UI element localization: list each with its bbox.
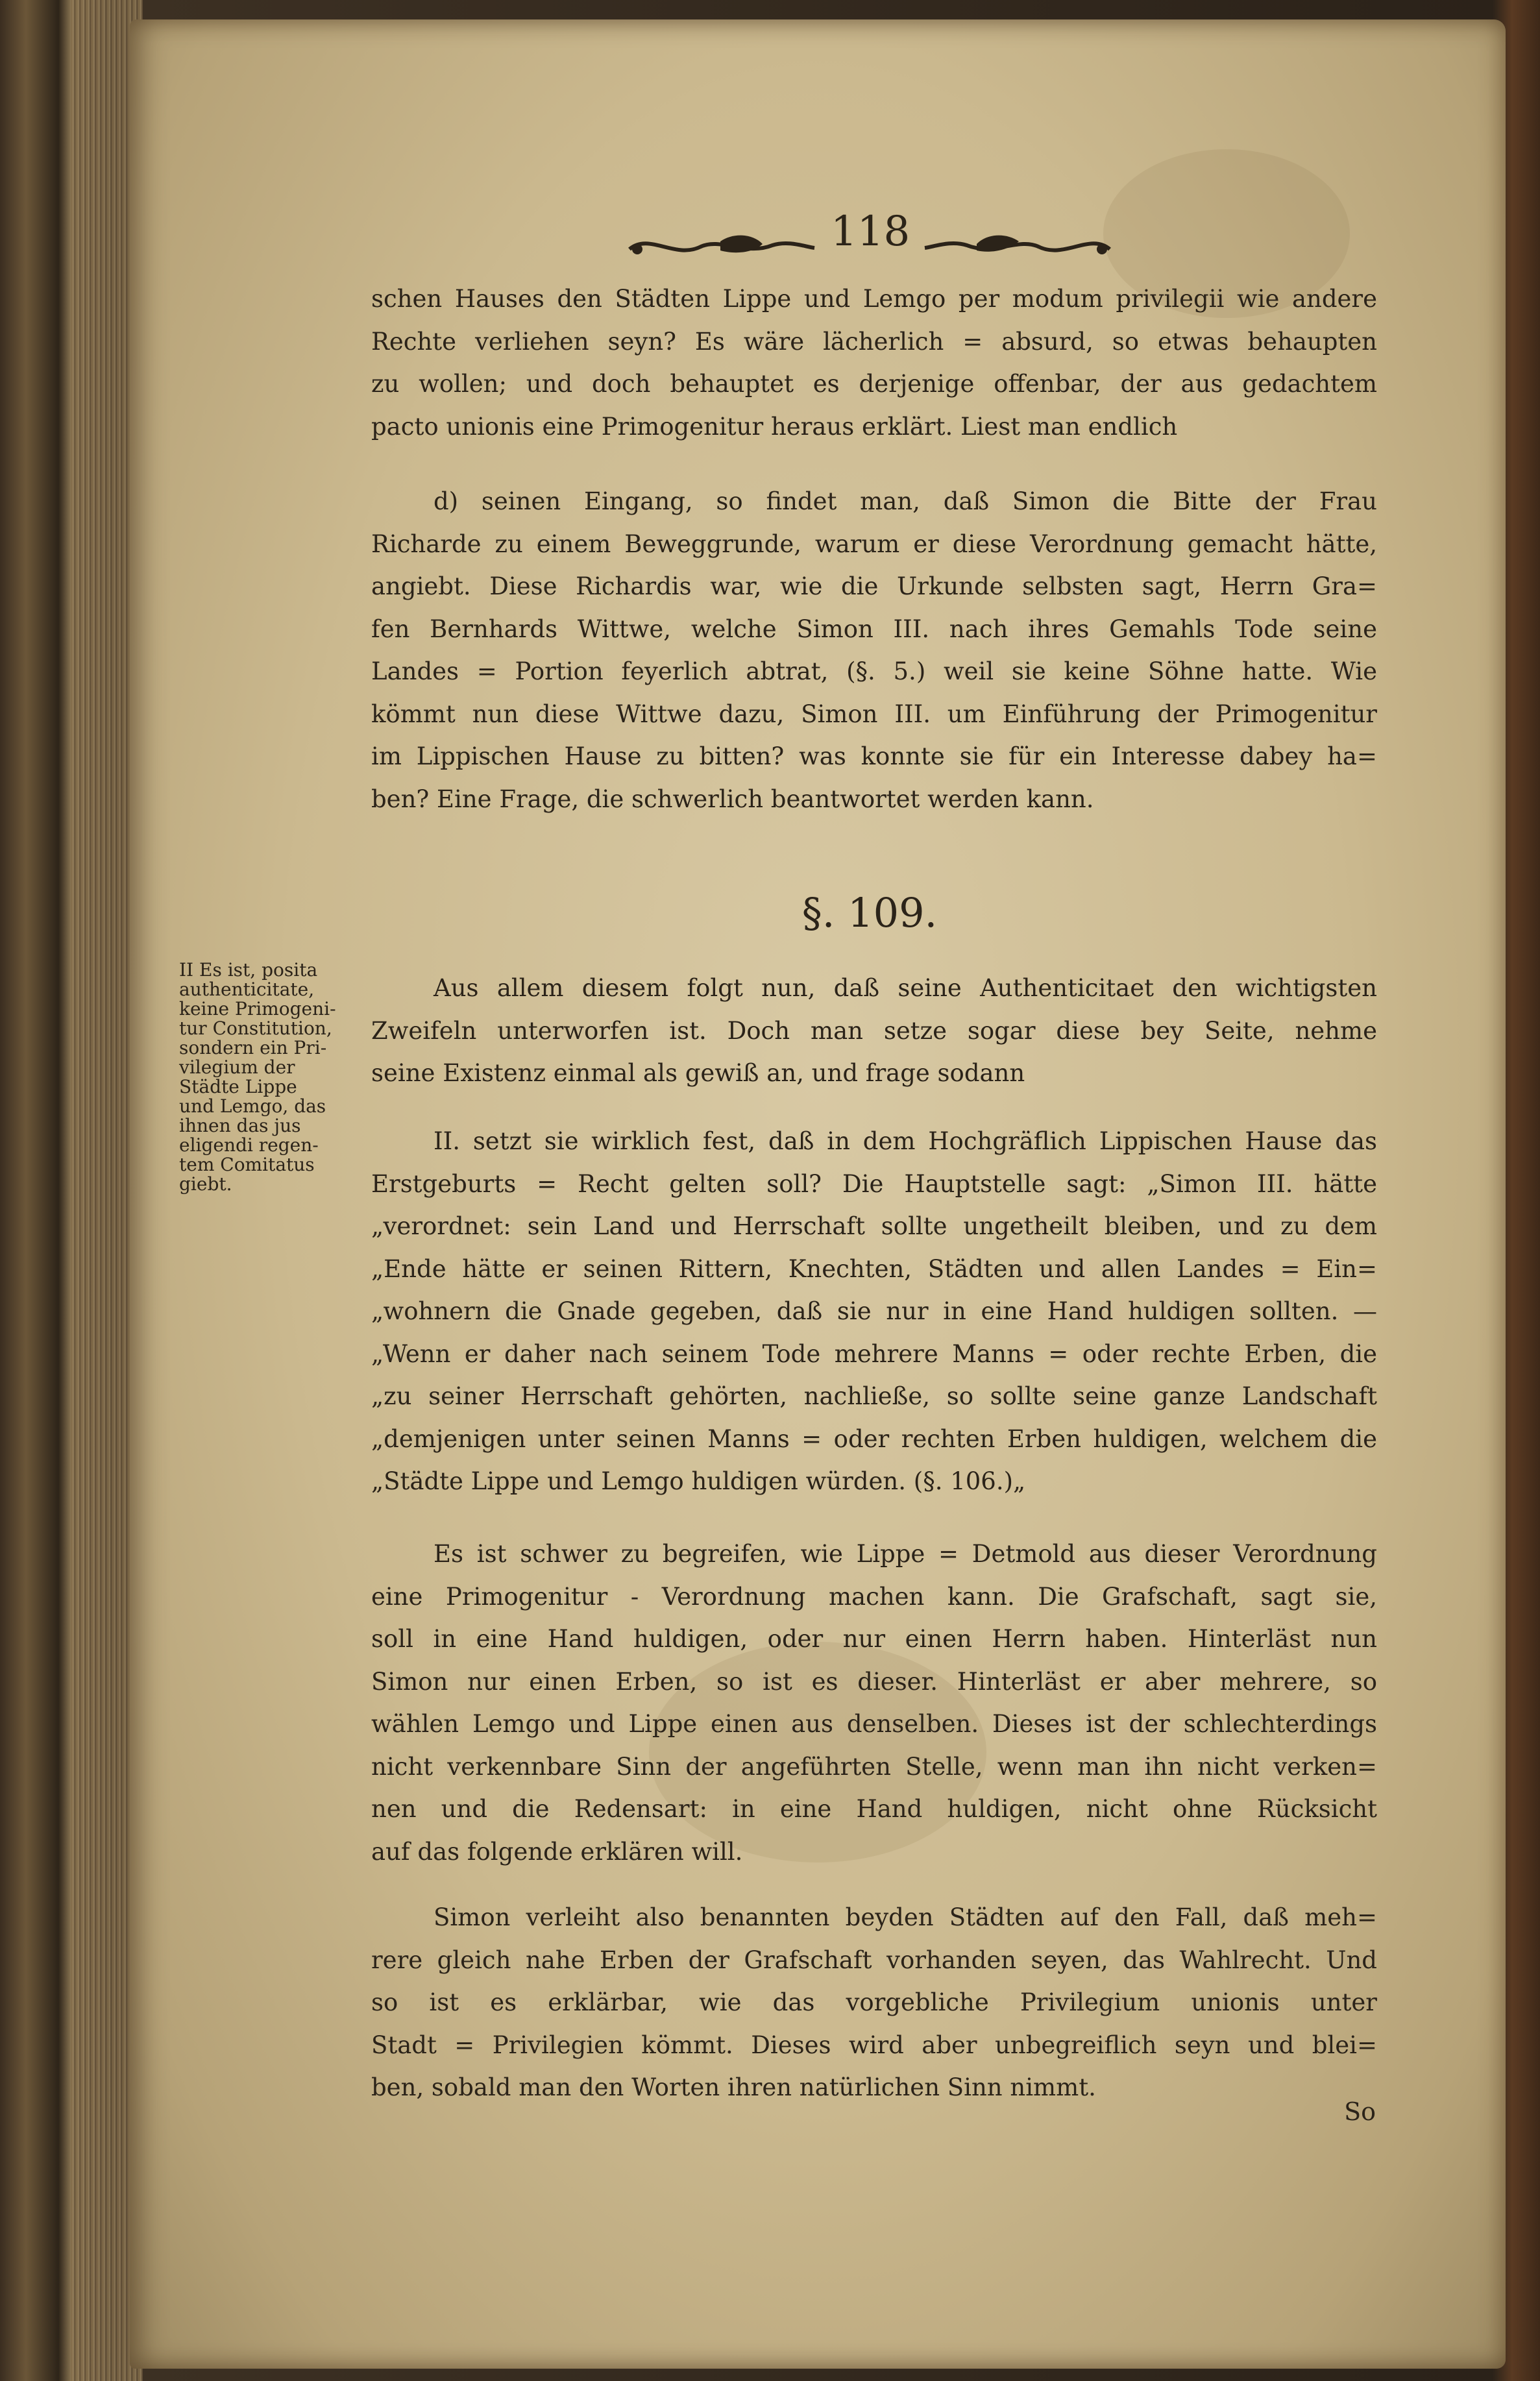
text-line: Stadt = Privilegien kömmt. Dieses wird aber unbegreiflich seyn und blei= [371,2031,1377,2059]
text-line: so ist es erklärbar, wie das vorgebliche Privilegium unionis unter [371,1988,1377,2016]
text-line: soll in eine Hand huldigen, oder nur einen Herrn haben. Hinterläst nun [371,1625,1377,1653]
paragraph-d [371,480,1377,820]
ornament-right-icon [922,227,1116,266]
text-line: pacto unionis eine Primogenitur heraus erklärt. Liest man endlich [371,412,1178,441]
text-line: angiebt. Diese Richardis war, wie die Urkunde selbsten sagt, Herrn Gra= [371,572,1377,600]
text-line: wählen Lemgo und Lippe einen aus denselben. Dieses ist der schlechterdings [371,1710,1377,1738]
text-line: zu wollen; und doch behauptet es derjenige offenbar, der aus gedachtem [371,370,1377,398]
paragraph-simon [371,1896,1377,2109]
text-line: „Wenn er daher nach seinem Tode mehrere Manns = oder rechte Erben, die [371,1339,1377,1368]
text-line: „verordnet: sein Land und Herrschaft sollte ungetheilt bleiben, und zu dem [371,1212,1377,1240]
margin-note-line: II Es ist, posita [179,959,318,981]
text-line: schen Hauses den Städten Lippe und Lemgo per modum privilegii wie andere [371,285,1377,313]
margin-note [179,960,361,1194]
text-line: eine Primogenitur - Verordnung machen kann. Die Grafschaft, sagt sie, [371,1582,1377,1611]
margin-note-line: ihnen das jus [179,1115,301,1136]
margin-note-line: authenticitate, [179,979,315,1000]
margin-note-line: eligendi regen- [179,1134,319,1156]
catchword: So [1344,2097,1376,2126]
margin-note-line: Städte Lippe [179,1076,297,1097]
text-line: Richarde zu einem Beweggrunde, warum er diese Verordnung gemacht hätte, [371,530,1377,558]
margin-note-line: tur Constitution, [179,1018,332,1039]
ornament-left-icon [623,227,818,266]
text-line: II. setzt sie wirklich fest, daß in dem Hochgräflich Lippischen Hause das [434,1127,1377,1155]
text-line: „demjenigen unter seinen Manns = oder rechten Erben huldigen, welchem die [371,1424,1377,1453]
paragraph-aus [371,967,1377,1095]
text-line: Simon nur einen Erben, so ist es dieser. Hinterläst er aber mehrere, so [371,1667,1377,1696]
margin-note-line: keine Primogeni- [179,998,336,1020]
text-line: „zu seiner Herrschaft gehörten, nachließe, so sollte seine ganze Landschaft [371,1382,1377,1410]
text-line: Aus allem diesem folgt nun, daß seine Authenticitaet den wichtigsten [434,974,1377,1002]
text-line: nen und die Redensart: in eine Hand huldigen, nicht ohne Rücksicht [371,1795,1377,1823]
text-line: Simon verleiht also benannten beyden Städten auf den Fall, daß meh= [434,1903,1377,1931]
text-line: im Lippischen Hause zu bitten? was konnte sie für ein Interesse dabey ha= [371,742,1377,770]
section-heading: §. 109. [801,889,938,936]
margin-note-line: vilegium der [179,1056,295,1078]
text-line: ben? Eine Frage, die schwerlich beantwortet werden kann. [371,785,1094,813]
top-text-block [371,278,1377,448]
text-line: seine Existenz einmal als gewiß an, und frage sodann [371,1059,1025,1087]
text-line: „wohnern die Gnade gegeben, daß sie nur in eine Hand huldigen sollten. — [371,1297,1377,1325]
margin-note-line: sondern ein Pri- [179,1037,327,1058]
page-header [623,208,1116,279]
text-line: kömmt nun diese Wittwe dazu, Simon III. um Einführung der Primogenitur [371,700,1377,728]
margin-note-line: tem Comitatus [179,1154,315,1175]
text-line: Rechte verliehen seyn? Es wäre lächerlich = absurd, so etwas behaupten [371,327,1377,356]
text-line: Zweifeln unterworfen ist. Doch man setze sogar diese bey Seite, nehme [371,1016,1377,1045]
text-line: Erstgeburts = Recht gelten soll? Die Hauptstelle sagt: „Simon III. hätte [371,1169,1377,1198]
text-line: Landes = Portion feyerlich abtrat, (§. 5.) weil sie keine Söhne hatte. Wie [371,657,1377,685]
text-line: „Städte Lippe und Lemgo huldigen würden. (§. 106.)„ [371,1467,1026,1495]
text-line: d) seinen Eingang, so findet man, daß Simon die Bitte der Frau [434,487,1377,515]
text-line: auf das folgende erklären will. [371,1837,743,1866]
paragraph-es [371,1533,1377,1873]
text-line: „Ende hätte er seinen Rittern, Knechten, Städten und allen Landes = Ein= [371,1254,1377,1283]
paragraph-ii [371,1120,1377,1503]
text-line: ben, sobald man den Worten ihren natürlichen Sinn nimmt. [371,2073,1096,2101]
text-line: fen Bernhards Wittwe, welche Simon III. nach ihres Gemahls Tode seine [371,615,1377,643]
page-number: 118 [831,208,911,256]
text-line: nicht verkennbare Sinn der angeführten Stelle, wenn man ihn nicht verken= [371,1752,1377,1781]
margin-note-line: und Lemgo, das [179,1095,326,1117]
text-line: rere gleich nahe Erben der Grafschaft vorhanden seyen, das Wahlrecht. Und [371,1946,1377,1974]
text-line: Es ist schwer zu begreifen, wie Lippe = Detmold aus dieser Verordnung [434,1540,1377,1568]
margin-note-line: giebt. [179,1173,232,1195]
